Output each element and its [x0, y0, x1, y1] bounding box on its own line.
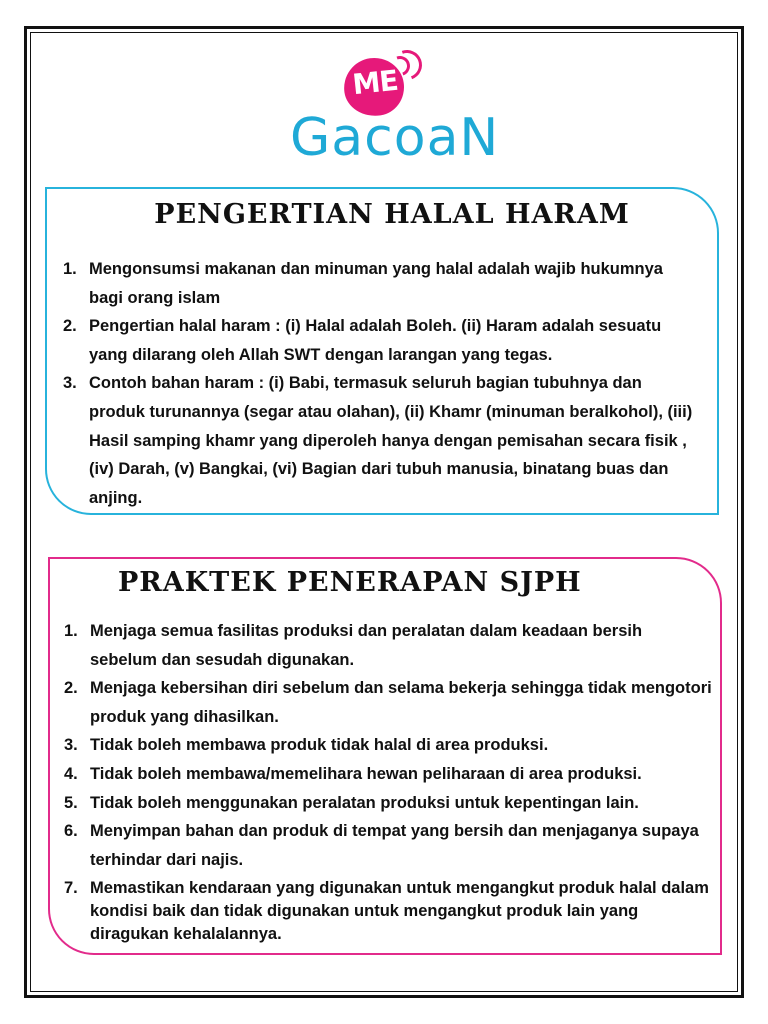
- item-number: 3.: [64, 736, 78, 755]
- item-text: Contoh bahan haram : (i) Babi, termasuk seluruh bagian tubuhnya dan produk turunannya (segar atau olahan), (ii) Khamr (minuman beralkohol), (iii) Hasil samping khamr yang diperoleh hanya dengan pemisahan secara fisik , (iv) Darah, (v) Bangkai, (vi) Bagian dari tubuh manusia, binatang buas dan anjing.: [89, 374, 693, 507]
- item-list: [61, 255, 701, 512]
- list-item: [61, 312, 701, 369]
- item-text: Pengertian halal haram : (i) Halal adalah Boleh. (ii) Haram adalah sesuatu yang dilarang oleh Allah SWT dengan larangan yang tegas.: [89, 317, 662, 364]
- item-text: Tidak boleh membawa produk tidak halal di area produksi.: [90, 736, 549, 755]
- item-number: 7.: [64, 879, 78, 898]
- brand-logo: [290, 50, 500, 175]
- list-item: [62, 674, 712, 731]
- section-praktek-penerapan-sjph: [48, 557, 722, 955]
- list-item: [62, 617, 712, 674]
- logo-me-text: ME: [350, 63, 400, 102]
- list-item: [62, 731, 712, 760]
- item-number: 4.: [64, 764, 78, 783]
- list-item: [62, 760, 712, 789]
- list-item: [61, 255, 701, 312]
- item-number: 1.: [64, 622, 78, 640]
- item-number: 6.: [64, 822, 78, 841]
- section-title: PRAKTEK PENERAPAN SJPH: [118, 567, 582, 598]
- section-title: PENGERTIAN HALAL HARAM: [154, 199, 630, 230]
- item-list: [62, 617, 712, 946]
- list-item: [61, 369, 701, 512]
- item-text: Tidak boleh menggunakan peralatan produksi untuk kepentingan lain.: [90, 793, 639, 812]
- item-number: 2.: [63, 317, 77, 336]
- list-item: [62, 789, 712, 818]
- item-text: Tidak boleh membawa/memelihara hewan peliharaan di area produksi.: [90, 764, 642, 783]
- list-item: [62, 817, 712, 874]
- section-pengertian-halal-haram: [45, 187, 719, 515]
- item-text: Menyimpan bahan dan produk di tempat yang bersih dan menjaganya supaya terhindar dari najis.: [90, 822, 699, 869]
- item-text: Menjaga kebersihan diri sebelum dan selama bekerja sehingga tidak mengotori produk yang dihasilkan.: [90, 679, 712, 726]
- item-number: 1.: [63, 260, 77, 278]
- item-text: Memastikan kendaraan yang digunakan untuk mengangkut produk halal dalam kondisi baik dan tidak digunakan untuk mengangkut produk lain yang diragukan kehalalannya.: [90, 879, 709, 944]
- item-number: 2.: [64, 679, 78, 698]
- item-number: 5.: [64, 793, 78, 812]
- list-item: [62, 877, 712, 946]
- item-text: Menjaga semua fasilitas produksi dan peralatan dalam keadaan bersih sebelum dan sesudah digunakan.: [90, 622, 643, 669]
- item-number: 3.: [63, 374, 77, 393]
- item-text: Mengonsumsi makanan dan minuman yang halal adalah wajib hukumnya bagi orang islam: [89, 260, 663, 307]
- logo-gacoan-text: GacoaN: [290, 108, 500, 168]
